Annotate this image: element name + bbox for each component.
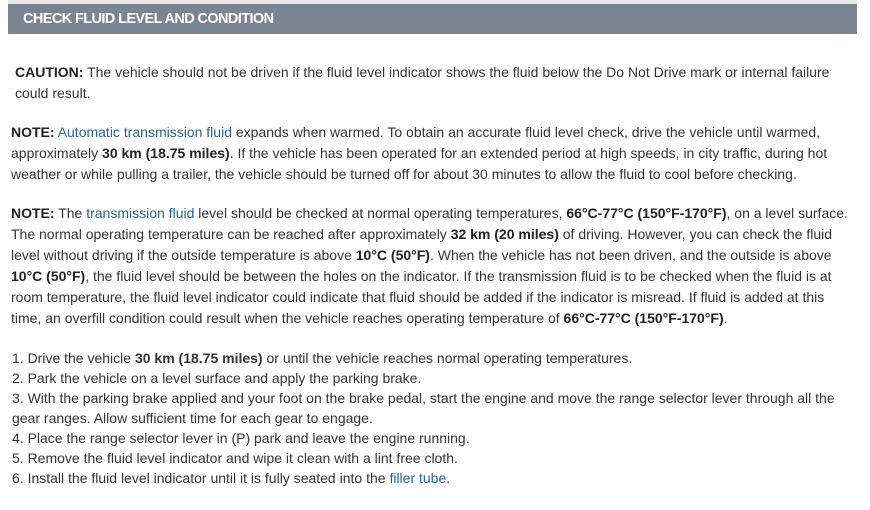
note2-distance: 32 km (20 miles) bbox=[450, 226, 559, 242]
note2-text-3: of driving. However, you can check the fluid level without driving if the outside temperature is above bbox=[11, 226, 833, 263]
note2-temp-1: 10°C (50°F) bbox=[355, 247, 430, 263]
note2-text-0: The bbox=[54, 205, 87, 221]
caution-text: The vehicle should not be driven if the fluid level indicator shows the fluid below the Do Not Drive mark or internal failure could result. bbox=[15, 64, 830, 101]
note1-text-1: expands when warmed. To obtain an accurate fluid level check, drive the vehicle until warmed, approximately bbox=[11, 124, 821, 161]
step-1-text-c: or until the vehicle reaches normal operating temperatures. bbox=[262, 350, 633, 366]
note2-text-2: , on a level surface. The normal operating temperature can be reached after approximately bbox=[11, 205, 848, 242]
note-paragraph-1 bbox=[8, 122, 858, 185]
step-6-text-b: . bbox=[446, 470, 451, 486]
step-6-text-a: 6. Install the fluid level indicator until it is fully seated into the bbox=[12, 470, 390, 486]
note2-text-1: level should be checked at normal operating temperatures, bbox=[194, 205, 567, 221]
automatic-transmission-fluid-link[interactable]: Automatic transmission fluid bbox=[57, 124, 232, 140]
note2-temp-2: 10°C (50°F) bbox=[11, 268, 86, 284]
procedure-content bbox=[8, 62, 858, 488]
note-paragraph-2 bbox=[8, 203, 858, 329]
filler-tube-link[interactable]: filler tube bbox=[389, 470, 447, 486]
note1-distance: 30 km (18.75 miles) bbox=[102, 145, 230, 161]
step-5: 5. Remove the fluid level indicator and wipe it clean with a lint free cloth. bbox=[12, 450, 458, 466]
note-label-1: NOTE: bbox=[11, 124, 55, 140]
note1-text-2: . If the vehicle has been operated for an extended period at high speeds, in city traffic, during hot weather or while pulling a trailer, the vehicle should be turned off for about 30 minutes to allow the fluid to cool before checking. bbox=[11, 145, 828, 182]
section-header bbox=[8, 4, 857, 34]
note2-text-4: . When the vehicle has not been driven, and the outside is above bbox=[429, 247, 832, 263]
step-2: 2. Park the vehicle on a level surface and apply the parking brake. bbox=[12, 370, 422, 386]
step-1 bbox=[8, 348, 858, 368]
note2-text-5: , the fluid level should be between the holes on the indicator. If the transmission fluid is to be checked when the fluid is at room temperature, the fluid level indicator could indicate that fluid should be added if the indicator is misread. If fluid is added at this time, an overfill condition could result when the vehicle reaches operating temperature of bbox=[11, 268, 832, 326]
caution-paragraph bbox=[8, 62, 858, 104]
note2-temp-range-1: 66°C-77°C (150°F-170°F) bbox=[566, 205, 727, 221]
transmission-fluid-link[interactable]: transmission fluid bbox=[86, 205, 195, 221]
note2-text-6: . bbox=[723, 310, 728, 326]
note-label-2: NOTE: bbox=[11, 205, 55, 221]
step-6 bbox=[8, 468, 858, 488]
section-title: CHECK FLUID LEVEL AND CONDITION bbox=[23, 11, 274, 27]
caution-label: CAUTION: bbox=[15, 64, 84, 80]
step-3: 3. With the parking brake applied and your foot on the brake pedal, start the engine and move the range selector lever through all the gear ranges. Allow sufficient time for each gear to engage. bbox=[12, 390, 835, 426]
step-1-text-a: 1. Drive the vehicle bbox=[12, 350, 135, 366]
step-4: 4. Place the range selector lever in (P) park and leave the engine running. bbox=[12, 430, 470, 446]
step-list bbox=[8, 348, 858, 488]
note2-temp-range-2: 66°C-77°C (150°F-170°F) bbox=[563, 310, 724, 326]
step-1-distance: 30 km (18.75 miles) bbox=[134, 350, 263, 366]
